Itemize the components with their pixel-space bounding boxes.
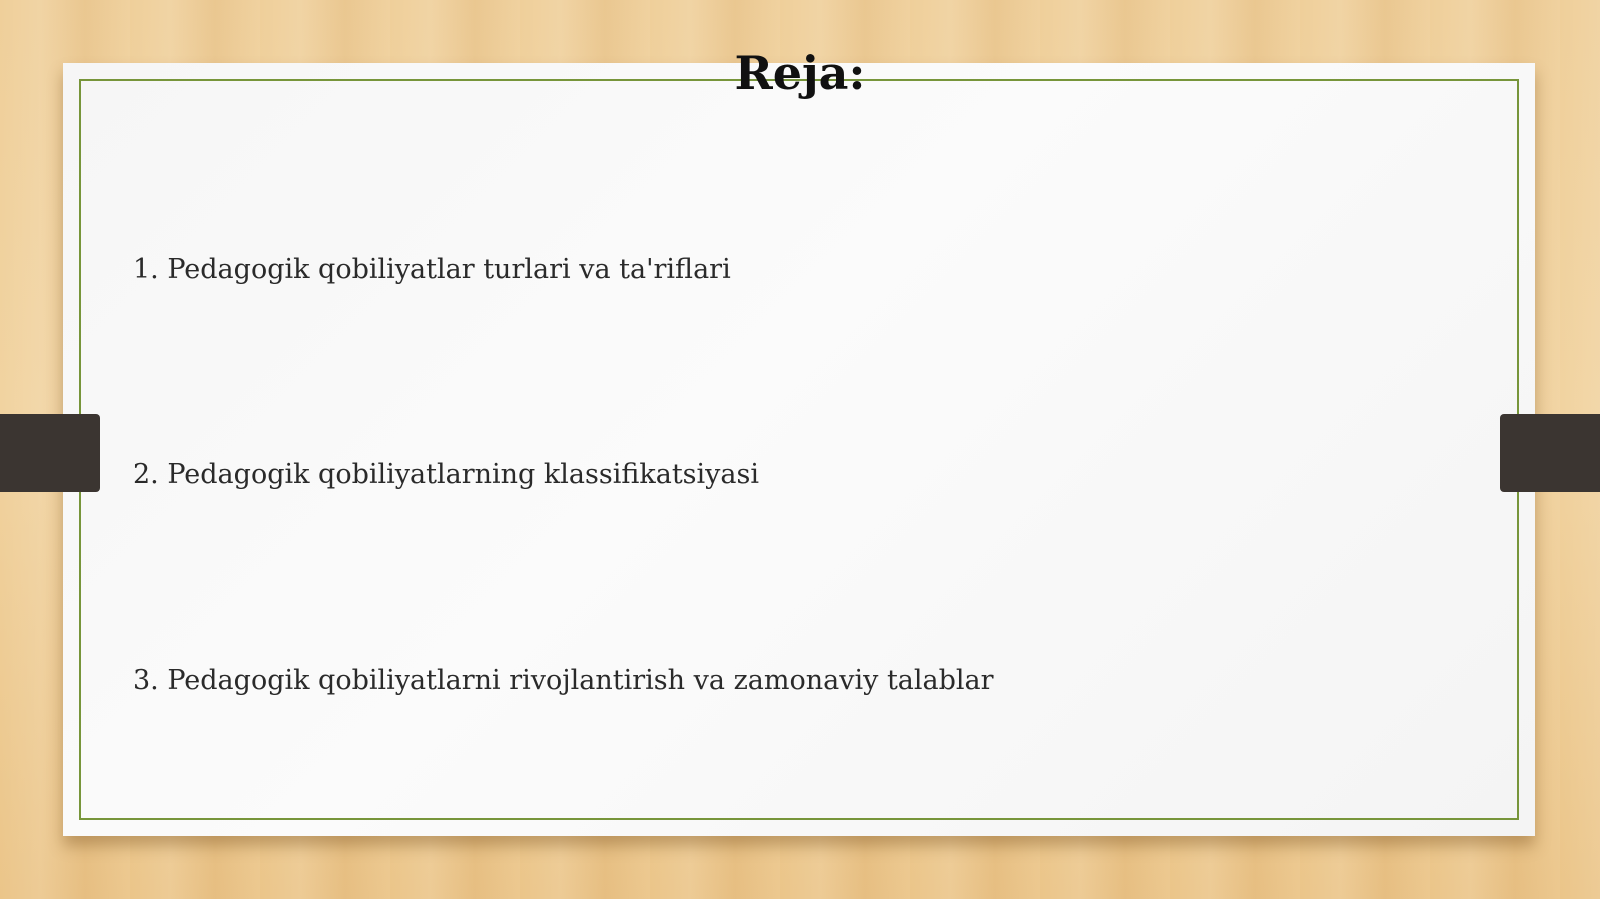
plan-item-3: 3. Pedagogik qobiliyatlarni rivojlantirish va zamonaviy talablar: [133, 665, 994, 696]
plan-item-1: 1. Pedagogik qobiliyatlar turlari va ta'riflari: [133, 254, 731, 285]
slide-inner-frame: [79, 79, 1519, 820]
slide-card: [63, 63, 1535, 836]
left-side-tab: [0, 414, 100, 492]
slide-title: Reja:: [734, 46, 866, 100]
plan-item-2: 2. Pedagogik qobiliyatlarning klassifikatsiyasi: [133, 459, 759, 490]
right-side-tab: [1500, 414, 1600, 492]
title-wrapper: [0, 42, 1600, 104]
